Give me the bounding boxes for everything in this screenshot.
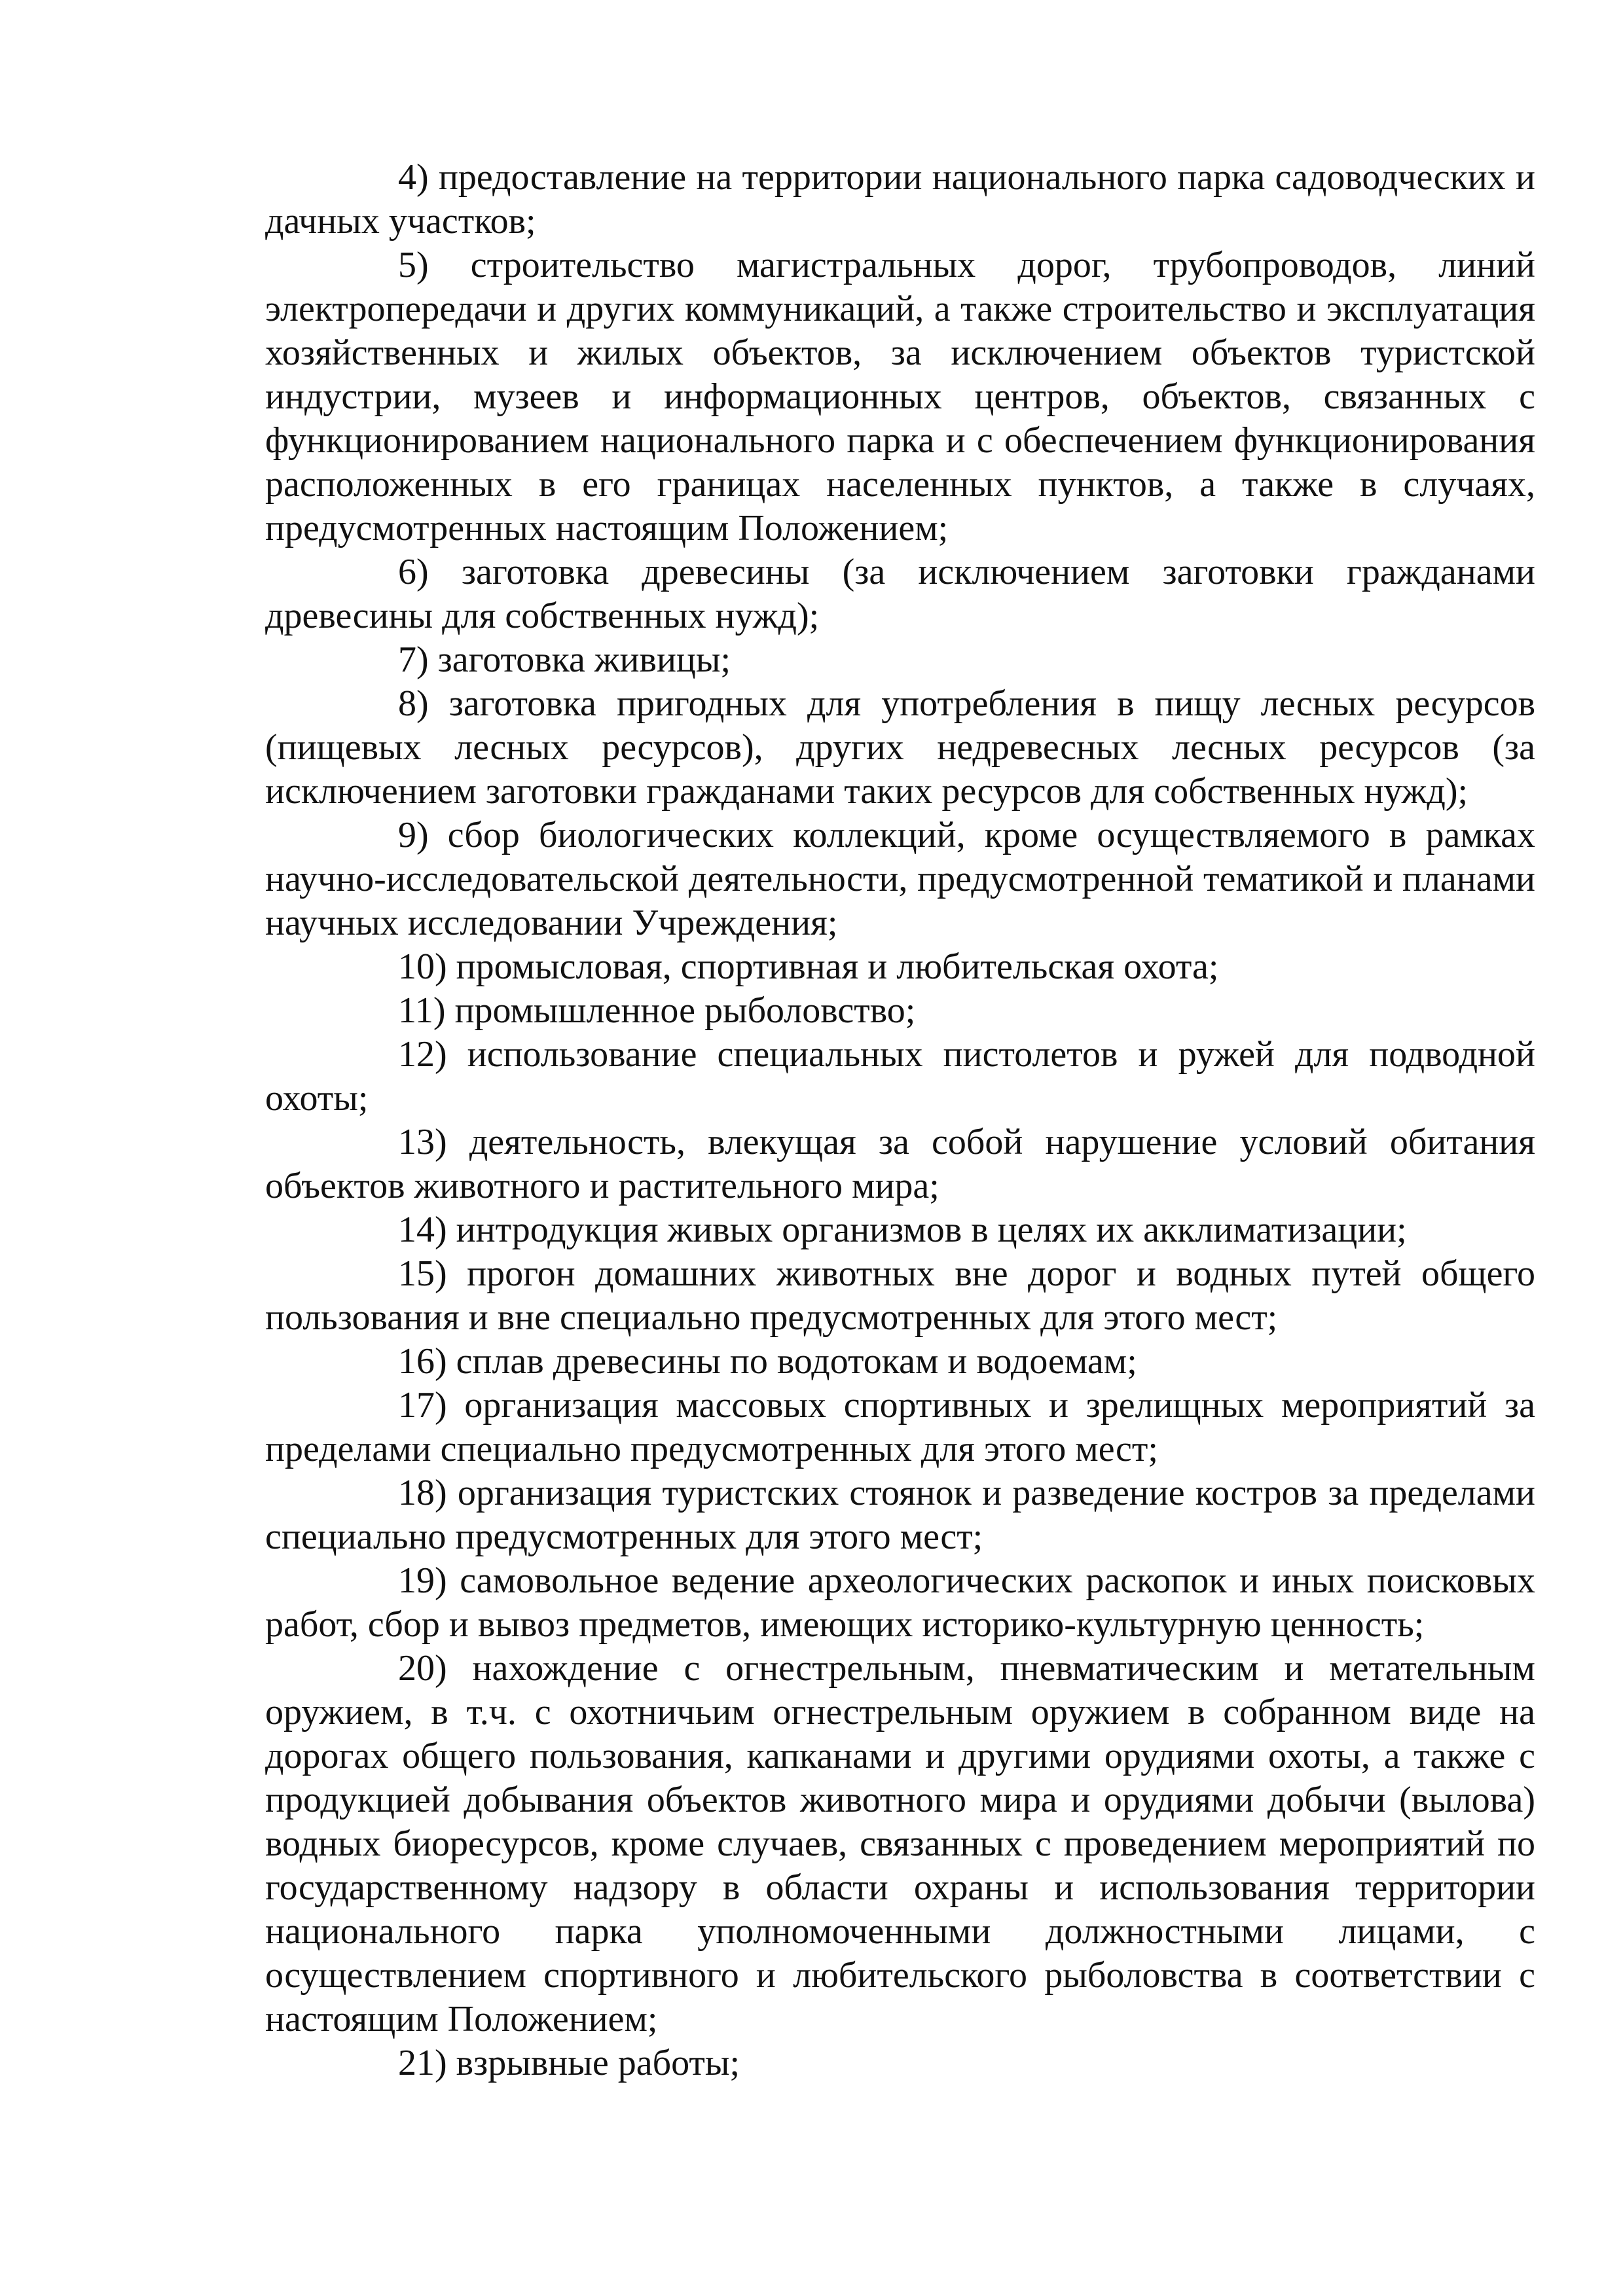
list-item <box>265 550 1535 638</box>
item-text: предоставление на территории национального парка садоводческих и дачных участков; <box>265 157 1536 242</box>
item-text: организация туристских стоянок и разведение костров за пределами специально предусмотренных для этого мест; <box>265 1473 1536 1557</box>
item-text: сплав древесины по водотокам и водоемам; <box>456 1341 1137 1382</box>
list-item <box>265 1340 1535 1384</box>
item-text: строительство магистральных дорог, трубопроводов, линий электропередачи и других коммуникаций, а также строительство и эксплуатация хозяйственных и жилых объектов, за исключением объектов туристской индустрии, музеев и информационных центров, объектов, связанных с функционированием национального парка и с обеспечением функционирования расположенных в его границах населенных пунктов, а также в случаях, предусмотренных настоящим Положением; <box>265 245 1535 548</box>
list-item <box>265 243 1535 550</box>
item-number: 14) <box>398 1210 447 1250</box>
list-item <box>265 814 1535 945</box>
item-number: 5) <box>398 245 429 285</box>
item-number: 6) <box>398 552 429 592</box>
list-item <box>265 682 1535 814</box>
item-text: нахождение с огнестрельным, пневматическим и метательным оружием, в т.ч. с охотничьим огнестрельным оружием в собранном виде на дорогах общего пользования, капканами и другими орудиями охоты, а также с продукцией добывания объектов животного мира и орудиями добычи (вылова) водных биоресурсов, кроме случаев, связанных с проведением мероприятий по государственному надзору в области охраны и использования территории национального парка уполномоченными должностными лицами, с осуществлением спортивного и любительского рыболовства в соответствии с настоящим Положением; <box>265 1648 1535 2039</box>
item-text: самовольное ведение археологических раскопок и иных поисковых работ, сбор и вывоз предметов, имеющих историко-культурную ценность; <box>265 1560 1535 1645</box>
list-item <box>265 989 1535 1033</box>
item-text: промысловая, спортивная и любительская охота; <box>456 946 1219 987</box>
list-item <box>265 1647 1535 2041</box>
item-number: 21) <box>398 2043 447 2083</box>
list-item <box>265 638 1535 682</box>
list-item <box>265 156 1535 243</box>
item-text: организация массовых спортивных и зрелищных мероприятий за пределами специально предусмотренных для этого мест; <box>265 1385 1535 1469</box>
item-number: 4) <box>398 157 429 198</box>
item-text: использование специальных пистолетов и ружей для подводной охоты; <box>265 1034 1535 1119</box>
item-text: интродукция живых организмов в целях их акклиматизации; <box>456 1210 1407 1250</box>
document-body <box>265 156 1535 2085</box>
item-number: 10) <box>398 946 447 987</box>
item-number: 17) <box>398 1385 447 1426</box>
item-text: сбор биологических коллекций, кроме осуществляемого в рамках научно-исследовательской деятельности, предусмотренной тематикой и планами научных исследовании Учреждения; <box>265 815 1536 943</box>
item-number: 20) <box>398 1648 447 1689</box>
item-text: заготовка живицы; <box>437 639 731 680</box>
item-text: прогон домашних животных вне дорог и водных путей общего пользования и вне специально предусмотренных для этого мест; <box>265 1253 1535 1338</box>
list-item <box>265 1208 1535 1252</box>
item-number: 13) <box>398 1122 447 1162</box>
list-item <box>265 1471 1535 1559</box>
item-number: 8) <box>398 683 429 724</box>
list-item <box>265 2041 1535 2085</box>
item-text: заготовка древесины (за исключением заготовки гражданами древесины для собственных нужд); <box>265 552 1535 636</box>
list-item <box>265 1121 1535 1208</box>
list-item <box>265 1033 1535 1121</box>
item-number: 15) <box>398 1253 447 1294</box>
item-number: 9) <box>398 815 429 855</box>
list-item <box>265 1384 1535 1471</box>
item-text: деятельность, влекущая за собой нарушение условий обитания объектов животного и растительного мира; <box>265 1122 1536 1206</box>
item-number: 19) <box>398 1560 447 1601</box>
item-number: 16) <box>398 1341 447 1382</box>
list-item <box>265 1559 1535 1647</box>
item-text: заготовка пригодных для употребления в пищу лесных ресурсов (пищевых лесных ресурсов), других недревесных лесных ресурсов (за исключением заготовки гражданами таких ресурсов для собственных нужд); <box>265 683 1536 812</box>
item-text: взрывные работы; <box>456 2043 740 2083</box>
list-item <box>265 945 1535 989</box>
list-item <box>265 1252 1535 1340</box>
item-number: 18) <box>398 1473 447 1513</box>
item-text: промышленное рыболовство; <box>454 990 916 1031</box>
item-number: 7) <box>398 639 429 680</box>
item-number: 12) <box>398 1034 447 1075</box>
item-number: 11) <box>398 990 446 1031</box>
